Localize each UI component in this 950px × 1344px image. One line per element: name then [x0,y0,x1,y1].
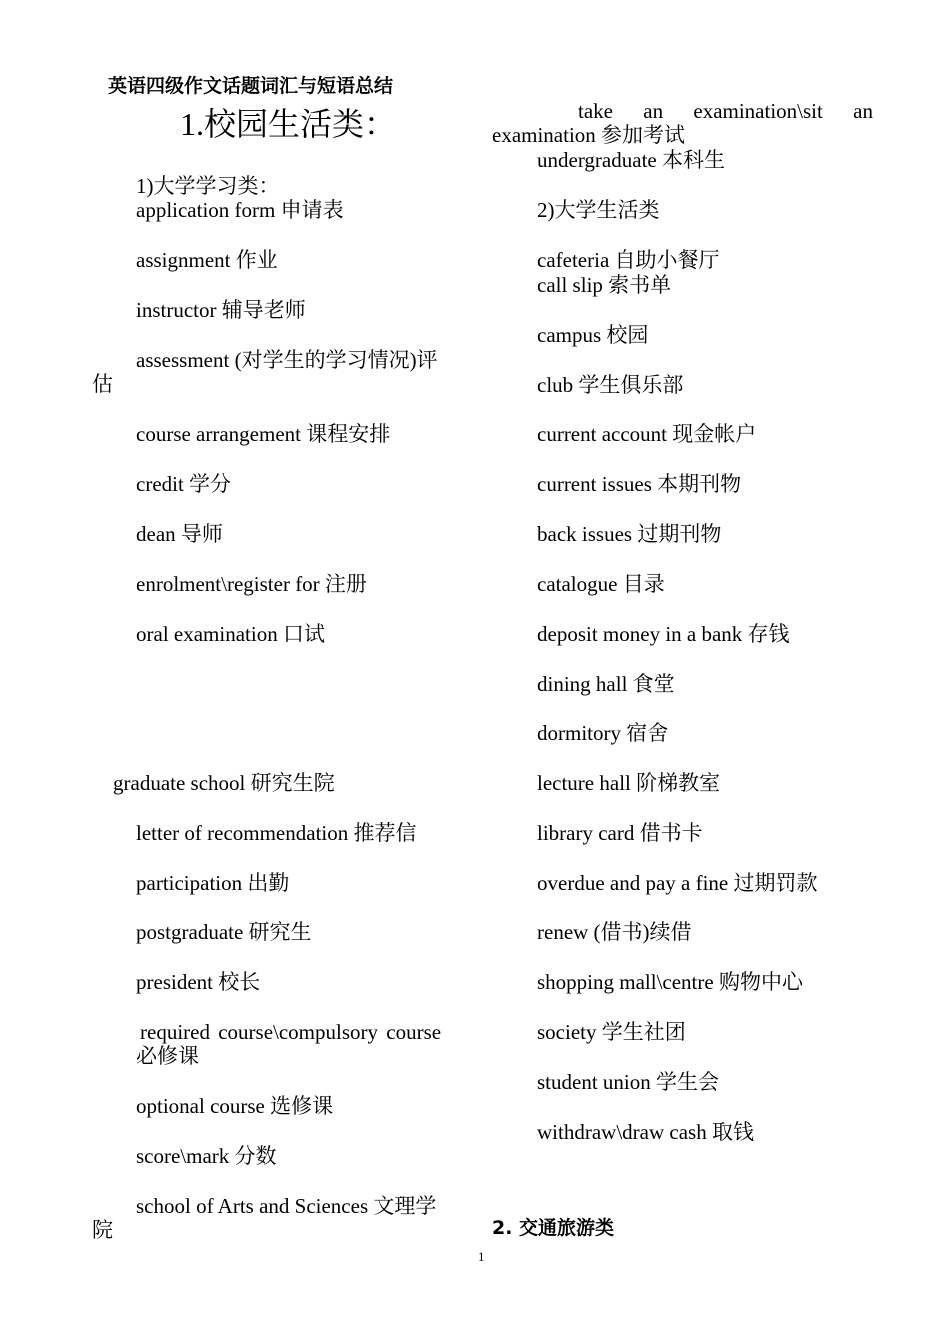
vocab-item: credit 学分 [136,472,232,496]
vocab-item: library card 借书卡 [537,821,703,845]
word: take [578,99,613,123]
vocab-item: optional course 选修课 [136,1094,334,1118]
vocab-item-continuation: 院 [92,1218,113,1242]
vocab-item: letter of recommendation 推荐信 [136,821,417,845]
vocab-item: graduate school 研究生院 [113,771,335,795]
vocab-item-continuation: 必修课 [136,1044,199,1068]
vocab-item: deposit money in a bank 存钱 [537,622,790,646]
vocab-item: application form 申请表 [136,198,344,222]
vocab-item: current issues 本期刊物 [537,472,742,496]
vocab-item-continuation: examination 参加考试 [492,123,686,147]
vocab-item: call slip 索书单 [537,273,672,297]
document-title: 英语四级作文话题词汇与短语总结 [108,75,394,97]
page-number: 1 [478,1249,485,1264]
word: an [853,99,873,123]
vocab-item-continuation: 估 [92,372,113,396]
vocab-item: required course\compulsory course [140,1020,442,1044]
subsection-title: 2)大学生活类 [537,198,660,222]
vocab-item: back issues 过期刊物 [537,522,722,546]
vocab-item: score\mark 分数 [136,1144,277,1168]
vocab-item: assignment 作业 [136,248,278,272]
subsection-title: 1)大学学习类： [136,174,280,198]
vocab-item: catalogue 目录 [537,572,665,596]
vocab-item: oral examination 口试 [136,622,325,646]
vocab-item: shopping mall\centre 购物中心 [537,970,803,994]
vocab-item: renew (借书)续借 [537,920,692,944]
vocab-item: lecture hall 阶梯教室 [537,771,721,795]
vocab-item: course arrangement 课程安排 [136,422,391,446]
vocab-item: instructor 辅导老师 [136,298,306,322]
word: an [643,99,664,123]
vocab-item: undergraduate 本科生 [537,148,725,172]
word: examination\sit [693,99,823,123]
section-title: 2. 交通旅游类 [492,1217,615,1239]
vocab-item: society 学生社团 [537,1020,686,1044]
vocab-item: postgraduate 研究生 [136,920,312,944]
section-title: 1.校园生活类： [180,106,397,142]
vocab-item: club 学生俱乐部 [537,373,684,397]
vocab-item: overdue and pay a fine 过期罚款 [537,871,818,895]
vocab-item: school of Arts and Sciences 文理学 [136,1194,437,1218]
vocab-item: assessment (对学生的学习情况)评 [136,348,438,372]
vocab-item: president 校长 [136,970,261,994]
vocab-item: enrolment\register for 注册 [136,572,367,596]
vocab-item: current account 现金帐户 [537,422,757,446]
vocab-item: dormitory 宿舍 [537,721,669,745]
vocab-item: withdraw\draw cash 取钱 [537,1120,754,1144]
vocab-item: cafeteria 自助小餐厅 [537,248,720,272]
vocab-item: dining hall 食堂 [537,672,675,696]
vocab-item: student union 学生会 [537,1070,719,1094]
vocab-item: participation 出勤 [136,871,290,895]
vocab-item: dean 导师 [136,522,223,546]
justified-line [578,99,873,123]
vocab-item: campus 校园 [537,323,649,347]
